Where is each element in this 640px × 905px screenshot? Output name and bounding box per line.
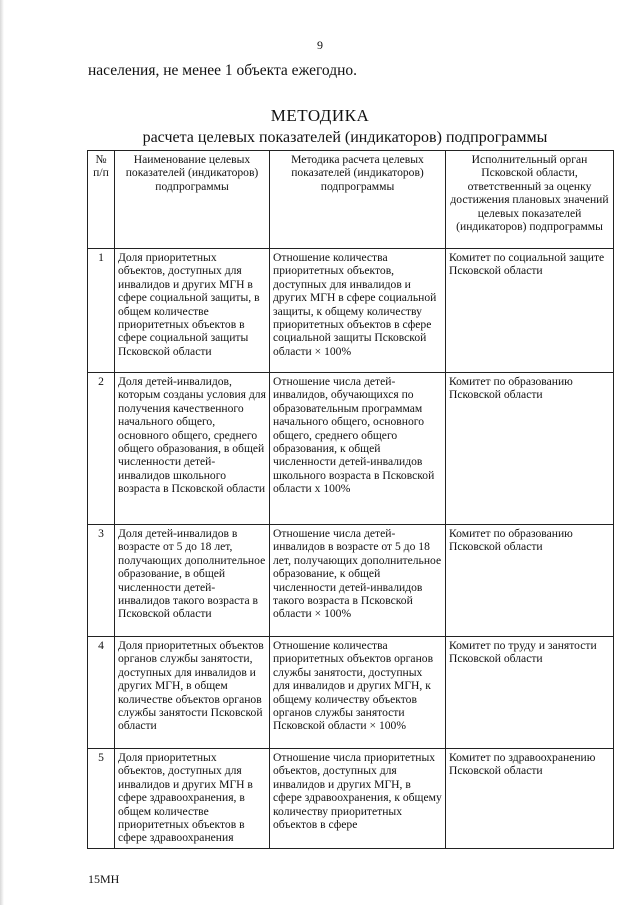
responsible-executor: Комитет по труду и занятости Псковской области xyxy=(446,637,614,749)
responsible-executor: Комитет по образованию Псковской области xyxy=(446,373,614,525)
footer-document-code: 15МН xyxy=(88,872,120,886)
document-subtitle: расчета целевых показателей (индикаторов) подпрограммы xyxy=(142,129,548,146)
calculation-method: Отношение числа детей-инвалидов, обучающихся по образовательным программам начального общего, основного общего, среднего общего образования, к общей численности детей-инвалидов школьного возраста в Псковской области х 100% xyxy=(270,373,446,525)
calculation-method: Отношение количества приоритетных объектов, доступных для инвалидов и других МГН в сфере социальной защиты, к общему количеству приоритетных объектов в сфере социальной защиты Псковской области × 100% xyxy=(270,249,446,373)
indicator-name: Доля приоритетных объектов, доступных для инвалидов и других МГН в сфере здравоохранения, в общем количестве приоритетных объектов в сфере здравоохранения xyxy=(115,749,270,849)
header-responsible-executor: Исполнительный орган Псковской области, ответственный за оценку достижения плановых значений целевых показателей (индикаторов) подпрограммы xyxy=(446,151,614,249)
row-number: 2 xyxy=(88,373,115,525)
calculation-method: Отношение количества приоритетных объектов органов службы занятости, доступных для инвалидов и других МГН, к общему количеству объектов органов службы занятости Псковской области × 100% xyxy=(270,637,446,749)
table-row xyxy=(88,637,614,749)
methodology-table xyxy=(87,150,614,849)
table-row xyxy=(88,749,614,849)
responsible-executor: Комитет по здравоохранению Псковской области xyxy=(446,749,614,849)
table-header-row xyxy=(88,151,614,249)
document-title: МЕТОДИКА xyxy=(270,106,370,125)
row-number: 1 xyxy=(88,249,115,373)
calculation-method: Отношение числа детей-инвалидов в возрасте от 5 до 18 лет, получающих дополнительное образование, к общей численности детей-инвалидов такого возраста в Псковской области × 100% xyxy=(270,525,446,637)
header-indicator-name: Наименование целевых показателей (индикаторов) подпрограммы xyxy=(115,151,270,249)
responsible-executor: Комитет по социальной защите Псковской области xyxy=(446,249,614,373)
table-row xyxy=(88,373,614,525)
responsible-executor: Комитет по образованию Псковской области xyxy=(446,525,614,637)
intro-text: населения, не менее 1 объекта ежегодно. xyxy=(88,62,358,79)
indicator-name: Доля детей-инвалидов в возрасте от 5 до 18 лет, получающих дополнительное образование, в общей численности детей-инвалидов такого возраста в Псковской области xyxy=(115,525,270,637)
table-row xyxy=(88,249,614,373)
header-number: № п/п xyxy=(88,151,115,249)
header-calculation-method: Методика расчета целевых показателей (индикаторов) подпрограммы xyxy=(270,151,446,249)
indicator-name: Доля приоритетных объектов, доступных для инвалидов и других МГН в сфере социальной защиты, в общем количестве приоритетных объектов в сфере социальной защиты Псковской области xyxy=(115,249,270,373)
page-number: 9 xyxy=(317,38,323,52)
row-number: 4 xyxy=(88,637,115,749)
calculation-method: Отношение числа приоритетных объектов, доступных для инвалидов и других МГН, в сфере здравоохранения, к общему количеству приоритетных объектов в сфере xyxy=(270,749,446,849)
table-row xyxy=(88,525,614,637)
indicator-name: Доля приоритетных объектов органов службы занятости, доступных для инвалидов и других МГН, в общем количестве объектов органов службы занятости Псковской области xyxy=(115,637,270,749)
row-number: 3 xyxy=(88,525,115,637)
indicator-name: Доля детей-инвалидов, которым созданы условия для получения качественного начального общего, основного общего, среднего общего образования, в общей численности детей-инвалидов школьного возраста в Псковской области xyxy=(115,373,270,525)
row-number: 5 xyxy=(88,749,115,849)
